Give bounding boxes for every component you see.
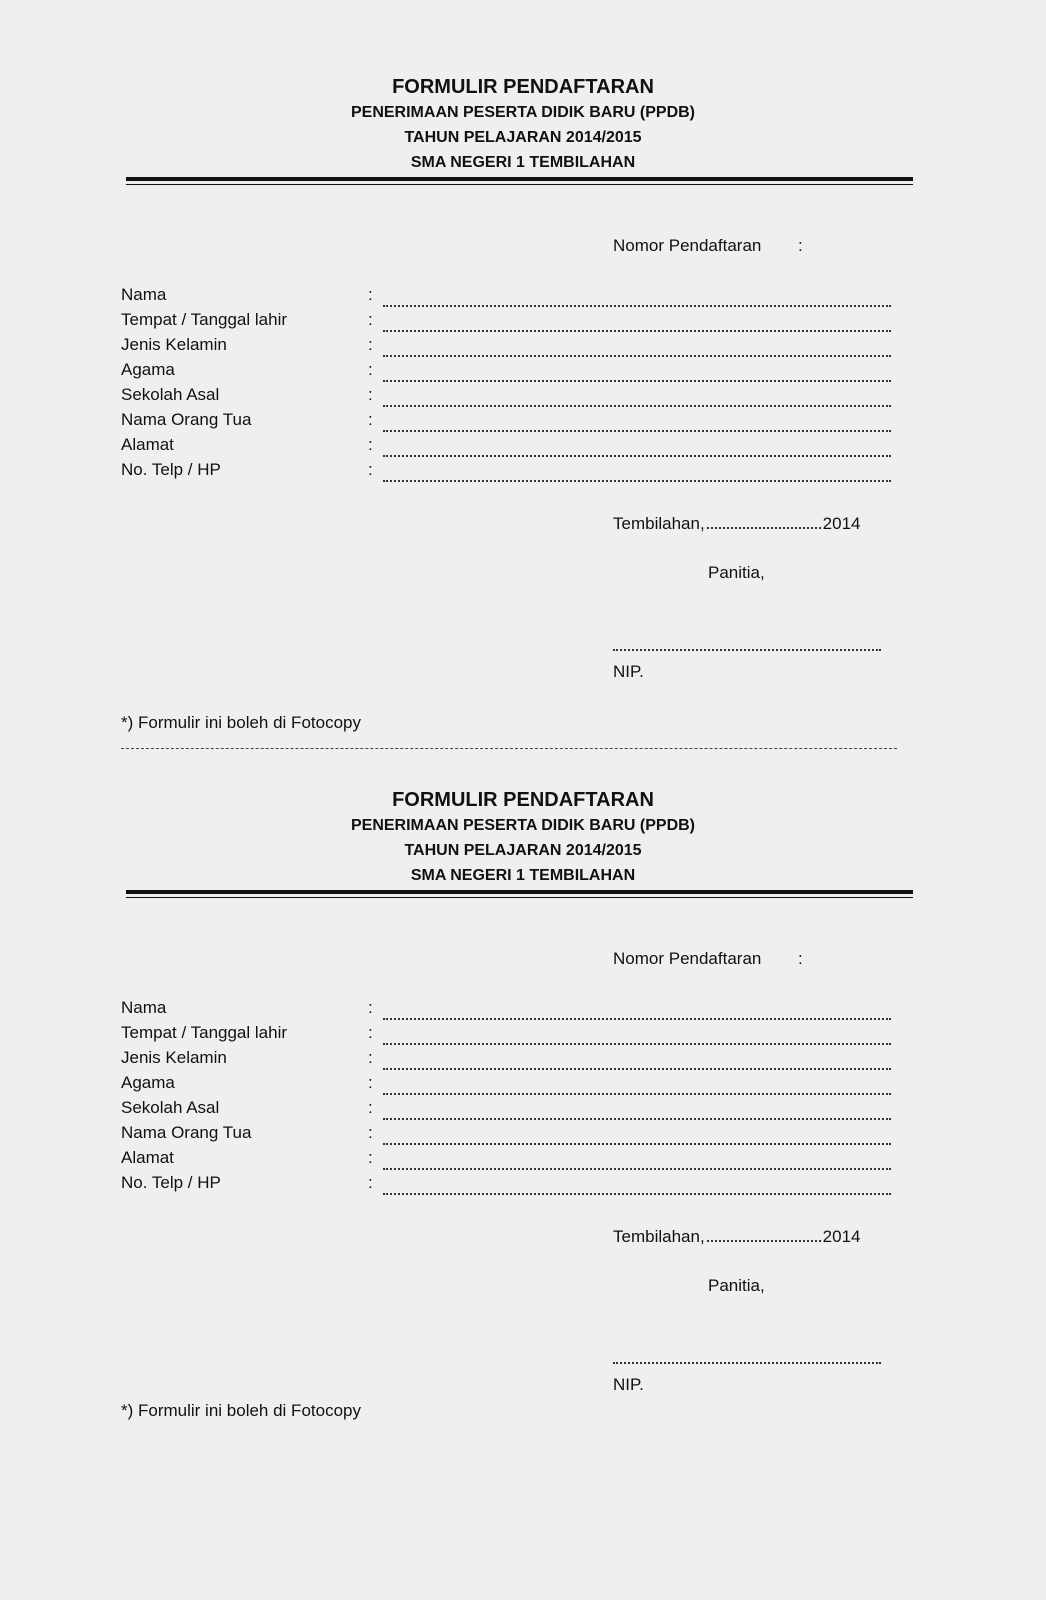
nip-label: NIP. bbox=[613, 1375, 644, 1394]
place-date bbox=[613, 1226, 861, 1247]
header-rule-thin bbox=[126, 897, 913, 898]
field-colon: : bbox=[368, 435, 373, 454]
field-label: Nama Orang Tua bbox=[121, 1123, 252, 1142]
nomor-pendaftaran-colon: : bbox=[798, 236, 803, 255]
panitia-label: Panitia, bbox=[708, 1276, 765, 1295]
form-title: FORMULIR PENDAFTARAN bbox=[392, 789, 654, 811]
form-subtitle-school: SMA NEGERI 1 TEMBILAHAN bbox=[410, 154, 636, 171]
field-blank[interactable] bbox=[383, 1098, 891, 1120]
field-blank[interactable] bbox=[383, 1173, 891, 1195]
nomor-pendaftaran-colon: : bbox=[798, 949, 803, 968]
field-colon: : bbox=[368, 1073, 373, 1092]
field-alamat[interactable] bbox=[121, 435, 901, 460]
field-no-telp[interactable] bbox=[121, 1173, 901, 1198]
field-label: No. Telp / HP bbox=[121, 460, 221, 479]
photocopy-note: *) Formulir ini boleh di Fotocopy bbox=[121, 1401, 361, 1420]
field-agama[interactable] bbox=[121, 1073, 901, 1098]
signature-line[interactable] bbox=[613, 635, 881, 651]
field-jenis-kelamin[interactable] bbox=[121, 335, 901, 360]
form-subtitle-ppdb: PENERIMAAN PESERTA DIDIK BARU (PPDB) bbox=[350, 104, 695, 121]
field-colon: : bbox=[368, 410, 373, 429]
field-list bbox=[121, 998, 901, 1198]
field-blank[interactable] bbox=[383, 1148, 891, 1170]
field-blank[interactable] bbox=[383, 1048, 891, 1070]
field-label: Agama bbox=[121, 1073, 175, 1092]
field-tempat-tanggal-lahir[interactable] bbox=[121, 310, 901, 335]
field-nama-orang-tua[interactable] bbox=[121, 1123, 901, 1148]
date-blank[interactable] bbox=[707, 513, 821, 529]
field-nama-orang-tua[interactable] bbox=[121, 410, 901, 435]
field-colon: : bbox=[368, 1023, 373, 1042]
field-no-telp[interactable] bbox=[121, 460, 901, 485]
header-rule-thick bbox=[126, 177, 913, 181]
field-colon: : bbox=[368, 335, 373, 354]
field-colon: : bbox=[368, 460, 373, 479]
nip-label: NIP. bbox=[613, 662, 644, 681]
field-colon: : bbox=[368, 385, 373, 404]
field-blank[interactable] bbox=[383, 1073, 891, 1095]
field-blank[interactable] bbox=[383, 410, 891, 432]
field-list bbox=[121, 285, 901, 485]
field-label: Nama Orang Tua bbox=[121, 410, 252, 429]
header-rule-thick bbox=[126, 890, 913, 894]
field-colon: : bbox=[368, 1048, 373, 1067]
field-blank[interactable] bbox=[383, 335, 891, 357]
field-sekolah-asal[interactable] bbox=[121, 385, 901, 410]
field-colon: : bbox=[368, 1098, 373, 1117]
field-label: No. Telp / HP bbox=[121, 1173, 221, 1192]
field-label: Tempat / Tanggal lahir bbox=[121, 1023, 288, 1042]
field-sekolah-asal[interactable] bbox=[121, 1098, 901, 1123]
field-blank[interactable] bbox=[383, 385, 891, 407]
place-date bbox=[613, 513, 861, 534]
field-label: Sekolah Asal bbox=[121, 1098, 220, 1117]
form-subtitle-ppdb: PENERIMAAN PESERTA DIDIK BARU (PPDB) bbox=[350, 817, 695, 834]
field-blank[interactable] bbox=[383, 310, 891, 332]
field-blank[interactable] bbox=[383, 285, 891, 307]
field-nama[interactable] bbox=[121, 285, 901, 310]
field-label: Agama bbox=[121, 360, 175, 379]
field-label: Alamat bbox=[121, 1148, 174, 1167]
field-label: Nama bbox=[121, 285, 167, 304]
form-subtitle-year: TAHUN PELAJARAN 2014/2015 bbox=[404, 129, 642, 146]
panitia-label: Panitia, bbox=[708, 563, 765, 582]
field-jenis-kelamin[interactable] bbox=[121, 1048, 901, 1073]
field-label: Alamat bbox=[121, 435, 174, 454]
form-subtitle-school: SMA NEGERI 1 TEMBILAHAN bbox=[410, 867, 636, 884]
field-tempat-tanggal-lahir[interactable] bbox=[121, 1023, 901, 1048]
field-label: Tempat / Tanggal lahir bbox=[121, 310, 288, 329]
field-blank[interactable] bbox=[383, 1123, 891, 1145]
field-agama[interactable] bbox=[121, 360, 901, 385]
field-label: Nama bbox=[121, 998, 167, 1017]
place-label: Tembilahan, bbox=[613, 514, 705, 533]
field-alamat[interactable] bbox=[121, 1148, 901, 1173]
field-colon: : bbox=[368, 1123, 373, 1142]
field-blank[interactable] bbox=[383, 360, 891, 382]
field-colon: : bbox=[368, 998, 373, 1017]
field-colon: : bbox=[368, 360, 373, 379]
nomor-pendaftaran-label: Nomor Pendaftaran bbox=[613, 236, 762, 255]
field-blank[interactable] bbox=[383, 435, 891, 457]
form-subtitle-year: TAHUN PELAJARAN 2014/2015 bbox=[404, 842, 642, 859]
field-colon: : bbox=[368, 285, 373, 304]
year-label: 2014 bbox=[822, 514, 861, 533]
field-colon: : bbox=[368, 1173, 373, 1192]
place-label: Tembilahan, bbox=[613, 1227, 705, 1246]
form-title: FORMULIR PENDAFTARAN bbox=[392, 76, 654, 98]
field-colon: : bbox=[368, 1148, 373, 1167]
field-label: Sekolah Asal bbox=[121, 385, 220, 404]
field-blank[interactable] bbox=[383, 460, 891, 482]
field-nama[interactable] bbox=[121, 998, 901, 1023]
nomor-pendaftaran-label: Nomor Pendaftaran bbox=[613, 949, 762, 968]
field-label: Jenis Kelamin bbox=[121, 335, 227, 354]
field-label: Jenis Kelamin bbox=[121, 1048, 227, 1067]
date-blank[interactable] bbox=[707, 1226, 821, 1242]
field-colon: : bbox=[368, 310, 373, 329]
photocopy-note: *) Formulir ini boleh di Fotocopy bbox=[121, 713, 361, 732]
header-rule-thin bbox=[126, 184, 913, 185]
signature-line[interactable] bbox=[613, 1348, 881, 1364]
field-blank[interactable] bbox=[383, 1023, 891, 1045]
field-blank[interactable] bbox=[383, 998, 891, 1020]
year-label: 2014 bbox=[822, 1227, 861, 1246]
cut-line bbox=[121, 748, 897, 749]
